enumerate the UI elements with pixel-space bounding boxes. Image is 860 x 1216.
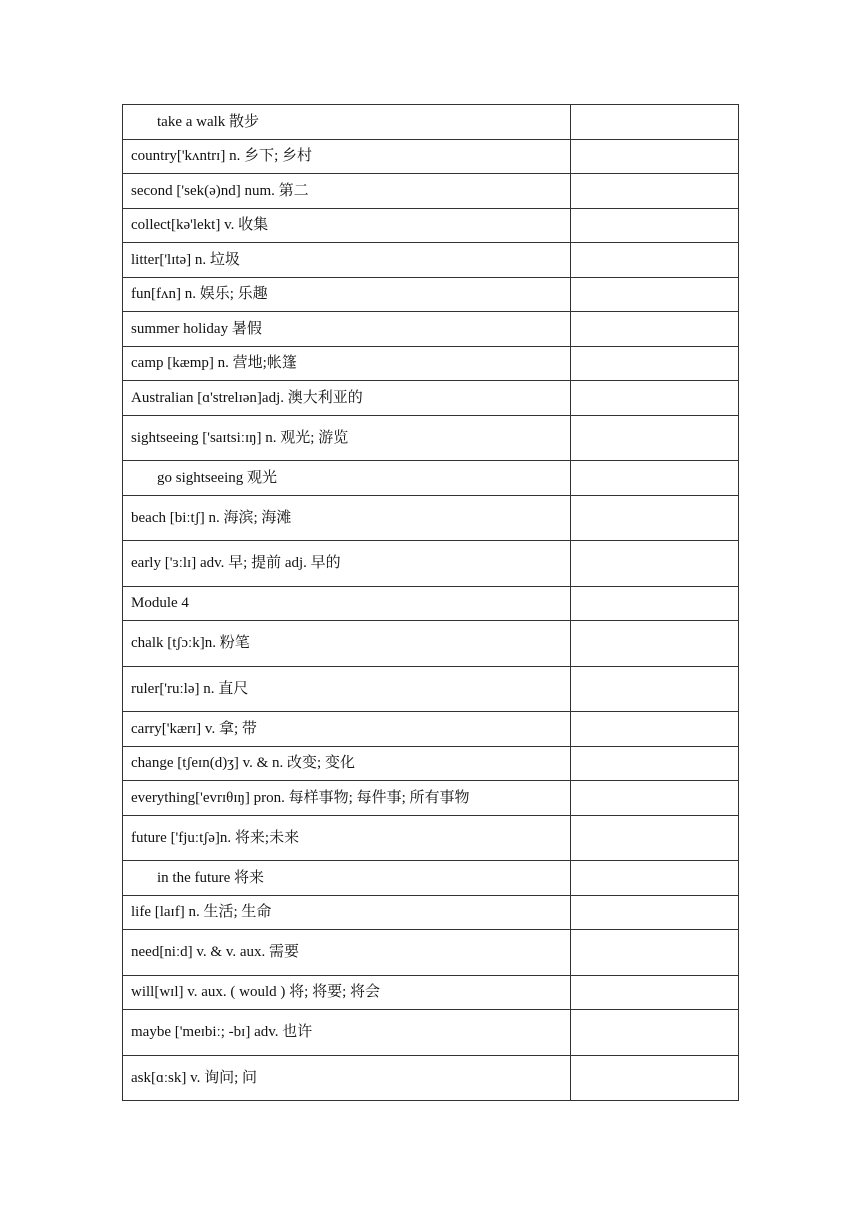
vocab-entry: country['kʌntrɪ] n. 乡下; 乡村: [123, 139, 571, 174]
vocab-entry: take a walk 散步: [123, 105, 571, 140]
vocab-row: [123, 975, 739, 1010]
answer-cell: [571, 541, 739, 587]
vocab-row: [123, 495, 739, 541]
vocab-entry: carry['kærɪ] v. 拿; 带: [123, 712, 571, 747]
answer-cell: [571, 208, 739, 243]
answer-cell: [571, 461, 739, 496]
vocab-entry: Module 4: [123, 586, 571, 621]
vocab-entry: beach [biːtʃ] n. 海滨; 海滩: [123, 495, 571, 541]
vocab-row: [123, 895, 739, 930]
vocab-entry: second ['sek(ə)nd] num. 第二: [123, 174, 571, 209]
answer-cell: [571, 277, 739, 312]
vocab-row: [123, 105, 739, 140]
vocab-entry: everything['evrɪθɪŋ] pron. 每样事物; 每件事; 所有事物: [123, 781, 571, 816]
vocab-entry: Australian [ɑ'strelɪən]adj. 澳大利亚的: [123, 381, 571, 416]
vocab-entry: camp [kæmp] n. 营地;帐篷: [123, 346, 571, 381]
vocab-row: [123, 861, 739, 896]
answer-cell: [571, 621, 739, 667]
answer-cell: [571, 243, 739, 278]
vocab-entry: summer holiday 暑假: [123, 312, 571, 347]
vocab-entry: maybe ['meɪbiː; -bɪ] adv. 也许: [123, 1010, 571, 1056]
vocab-row: [123, 666, 739, 712]
answer-cell: [571, 746, 739, 781]
answer-cell: [571, 495, 739, 541]
answer-cell: [571, 346, 739, 381]
vocab-row: [123, 621, 739, 667]
vocab-row: [123, 815, 739, 861]
answer-cell: [571, 815, 739, 861]
vocab-row: [123, 586, 739, 621]
vocab-row: [123, 541, 739, 587]
answer-cell: [571, 712, 739, 747]
vocab-entry: ruler['ruːlə] n. 直尺: [123, 666, 571, 712]
vocab-row: [123, 243, 739, 278]
answer-cell: [571, 586, 739, 621]
answer-cell: [571, 1055, 739, 1101]
vocab-entry: need[niːd] v. & v. aux. 需要: [123, 930, 571, 976]
vocab-row: [123, 1010, 739, 1056]
answer-cell: [571, 174, 739, 209]
answer-cell: [571, 1010, 739, 1056]
vocab-row: [123, 712, 739, 747]
vocab-row: [123, 277, 739, 312]
answer-cell: [571, 381, 739, 416]
vocab-entry: litter['lɪtə] n. 垃圾: [123, 243, 571, 278]
vocab-row: [123, 346, 739, 381]
vocab-entry: ask[ɑːsk] v. 询问; 问: [123, 1055, 571, 1101]
vocab-entry: in the future 将来: [123, 861, 571, 896]
vocab-row: [123, 781, 739, 816]
vocab-entry: chalk [tʃɔːk]n. 粉笔: [123, 621, 571, 667]
vocab-entry: go sightseeing 观光: [123, 461, 571, 496]
answer-cell: [571, 666, 739, 712]
vocab-row: [123, 312, 739, 347]
answer-cell: [571, 312, 739, 347]
answer-cell: [571, 930, 739, 976]
answer-cell: [571, 861, 739, 896]
vocab-row: [123, 208, 739, 243]
vocab-entry: will[wɪl] v. aux. ( would ) 将; 将要; 将会: [123, 975, 571, 1010]
vocab-entry: sightseeing ['saɪtsiːɪŋ] n. 观光; 游览: [123, 415, 571, 461]
vocab-entry: life [laɪf] n. 生活; 生命: [123, 895, 571, 930]
vocab-entry: change [tʃeɪn(d)ʒ] v. & n. 改变; 变化: [123, 746, 571, 781]
vocab-entry: collect[kə'lekt] v. 收集: [123, 208, 571, 243]
answer-cell: [571, 975, 739, 1010]
vocab-row: [123, 1055, 739, 1101]
answer-cell: [571, 415, 739, 461]
vocab-row: [123, 381, 739, 416]
vocab-entry: early ['ɜːlɪ] adv. 早; 提前 adj. 早的: [123, 541, 571, 587]
vocab-row: [123, 461, 739, 496]
vocab-entry: future ['fjuːtʃə]n. 将来;未来: [123, 815, 571, 861]
vocab-row: [123, 174, 739, 209]
vocabulary-table-body: [123, 105, 739, 1101]
vocab-row: [123, 415, 739, 461]
vocab-row: [123, 746, 739, 781]
answer-cell: [571, 105, 739, 140]
vocab-row: [123, 930, 739, 976]
vocabulary-table: [122, 104, 739, 1101]
answer-cell: [571, 139, 739, 174]
vocab-entry: fun[fʌn] n. 娱乐; 乐趣: [123, 277, 571, 312]
answer-cell: [571, 781, 739, 816]
vocab-row: [123, 139, 739, 174]
answer-cell: [571, 895, 739, 930]
